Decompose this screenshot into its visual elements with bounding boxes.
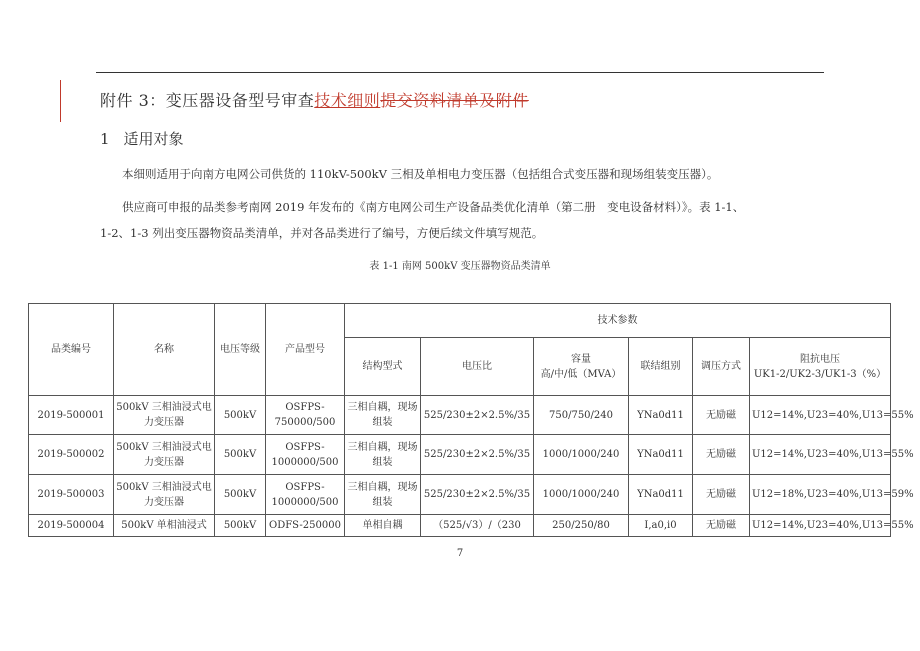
- cell-name: 500kV 三相油浸式电力变压器: [114, 396, 215, 435]
- cell-voltage-ratio: 525/230±2×2.5%/35: [421, 475, 534, 515]
- header-model: 产品型号: [266, 304, 345, 396]
- cell-name: 500kV 三相油浸式电力变压器: [114, 475, 215, 515]
- cell-impedance: U12=14%,U23=40%,U13=55%: [750, 515, 891, 537]
- cell-impedance: U12=14%,U23=40%,U13=55%: [750, 435, 891, 475]
- heading-inserted-text: 技术细则: [314, 91, 381, 110]
- cell-regulation: 无励磁: [693, 435, 750, 475]
- cell-voltage-ratio: （525/√3）/（230: [421, 515, 534, 537]
- table-row: [29, 475, 891, 515]
- cell-capacity: 1000/1000/240: [534, 475, 629, 515]
- cell-regulation: 无励磁: [693, 515, 750, 537]
- header-tech-params: 技术参数: [345, 304, 891, 338]
- table-row: [29, 515, 891, 537]
- cell-model: ODFS-250000: [266, 515, 345, 537]
- cell-structure: 三相自耦，现场组装: [345, 396, 421, 435]
- cell-regulation: 无励磁: [693, 396, 750, 435]
- header-capacity-label: 容量: [571, 353, 591, 365]
- header-regulation: 调压方式: [693, 338, 750, 396]
- header-impedance: [750, 338, 891, 396]
- section-title: [100, 128, 184, 149]
- cell-connection: YNa0d11: [629, 396, 693, 435]
- cell-capacity: 1000/1000/240: [534, 435, 629, 475]
- transformer-category-table: [28, 303, 914, 537]
- cell-voltage-level: 500kV: [215, 435, 266, 475]
- cell-regulation: 无励磁: [693, 475, 750, 515]
- header-capacity: [534, 338, 629, 396]
- cell-code: 2019-500003: [29, 475, 114, 515]
- heading-prefix: 附件 3：变压器设备型号审查: [100, 91, 315, 110]
- cell-structure: 单相自耦: [345, 515, 421, 537]
- cell-connection: YNa0d11: [629, 435, 693, 475]
- cell-voltage-level: 500kV: [215, 396, 266, 435]
- cell-model: OSFPS-1000000/500: [266, 475, 345, 515]
- header-connection: 联结组别: [629, 338, 693, 396]
- paragraph-reference-line1: 供应商可申报的品类参考南网 2019 年发布的《南方电网公司生产设备品类优化清单（第二册 变电设备材料）》。表 1-1、: [122, 200, 745, 214]
- paragraph-scope: 本细则适用于向南方电网公司供货的 110kV-500kV 三相及单相电力变压器（包括组合式变压器和现场组装变压器）。: [122, 167, 719, 181]
- header-voltage-level: 电压等级: [215, 304, 266, 396]
- page-number: 7: [456, 548, 464, 559]
- cell-voltage-ratio: 525/230±2×2.5%/35: [421, 435, 534, 475]
- revision-margin-bar: [60, 80, 61, 122]
- header-structure: 结构型式: [345, 338, 421, 396]
- cell-name: 500kV 单相油浸式: [114, 515, 215, 537]
- cell-structure: 三相自耦，现场组装: [345, 435, 421, 475]
- cell-impedance: U12=18%,U23=40%,U13=59%: [750, 475, 891, 515]
- section-number: 1: [100, 130, 110, 148]
- header-voltage-ratio: 电压比: [421, 338, 534, 396]
- section-label: 适用对象: [123, 130, 184, 148]
- table-header-row-1: [29, 304, 891, 338]
- cell-structure: 三相自耦，现场组装: [345, 475, 421, 515]
- cell-model: OSFPS-1000000/500: [266, 435, 345, 475]
- cell-capacity: 250/250/80: [534, 515, 629, 537]
- cell-code: 2019-500001: [29, 396, 114, 435]
- cell-voltage-level: 500kV: [215, 515, 266, 537]
- cell-voltage-level: 500kV: [215, 475, 266, 515]
- header-name: 名称: [114, 304, 215, 396]
- attachment-heading: [100, 88, 529, 111]
- header-impedance-label: 阻抗电压: [800, 353, 840, 365]
- table-row: [29, 396, 891, 435]
- table-caption: 表 1-1 南网 500kV 变压器物资品类清单: [369, 261, 551, 272]
- cell-model: OSFPS-750000/500: [266, 396, 345, 435]
- paragraph-reference-line2: 1-2、1-3 列出变压器物资品类清单，并对各品类进行了编号，方便后续文件填写规范。: [100, 226, 544, 240]
- cell-connection: YNa0d11: [629, 475, 693, 515]
- cell-impedance: U12=14%,U23=40%,U13=55%: [750, 396, 891, 435]
- header-capacity-unit: 高/中/低（MVA）: [540, 368, 622, 380]
- cell-code: 2019-500002: [29, 435, 114, 475]
- table-row: [29, 435, 891, 475]
- cell-code: 2019-500004: [29, 515, 114, 537]
- cell-voltage-ratio: 525/230±2×2.5%/35: [421, 396, 534, 435]
- header-code: 品类编号: [29, 304, 114, 396]
- cell-name: 500kV 三相油浸式电力变压器: [114, 435, 215, 475]
- heading-deleted-text: 提交资料清单及附件: [380, 91, 529, 110]
- header-impedance-unit: UK1-2/UK2-3/UK1-3（%）: [753, 368, 887, 380]
- cell-capacity: 750/750/240: [534, 396, 629, 435]
- header-rule: [96, 72, 824, 73]
- cell-connection: I,a0,i0: [629, 515, 693, 537]
